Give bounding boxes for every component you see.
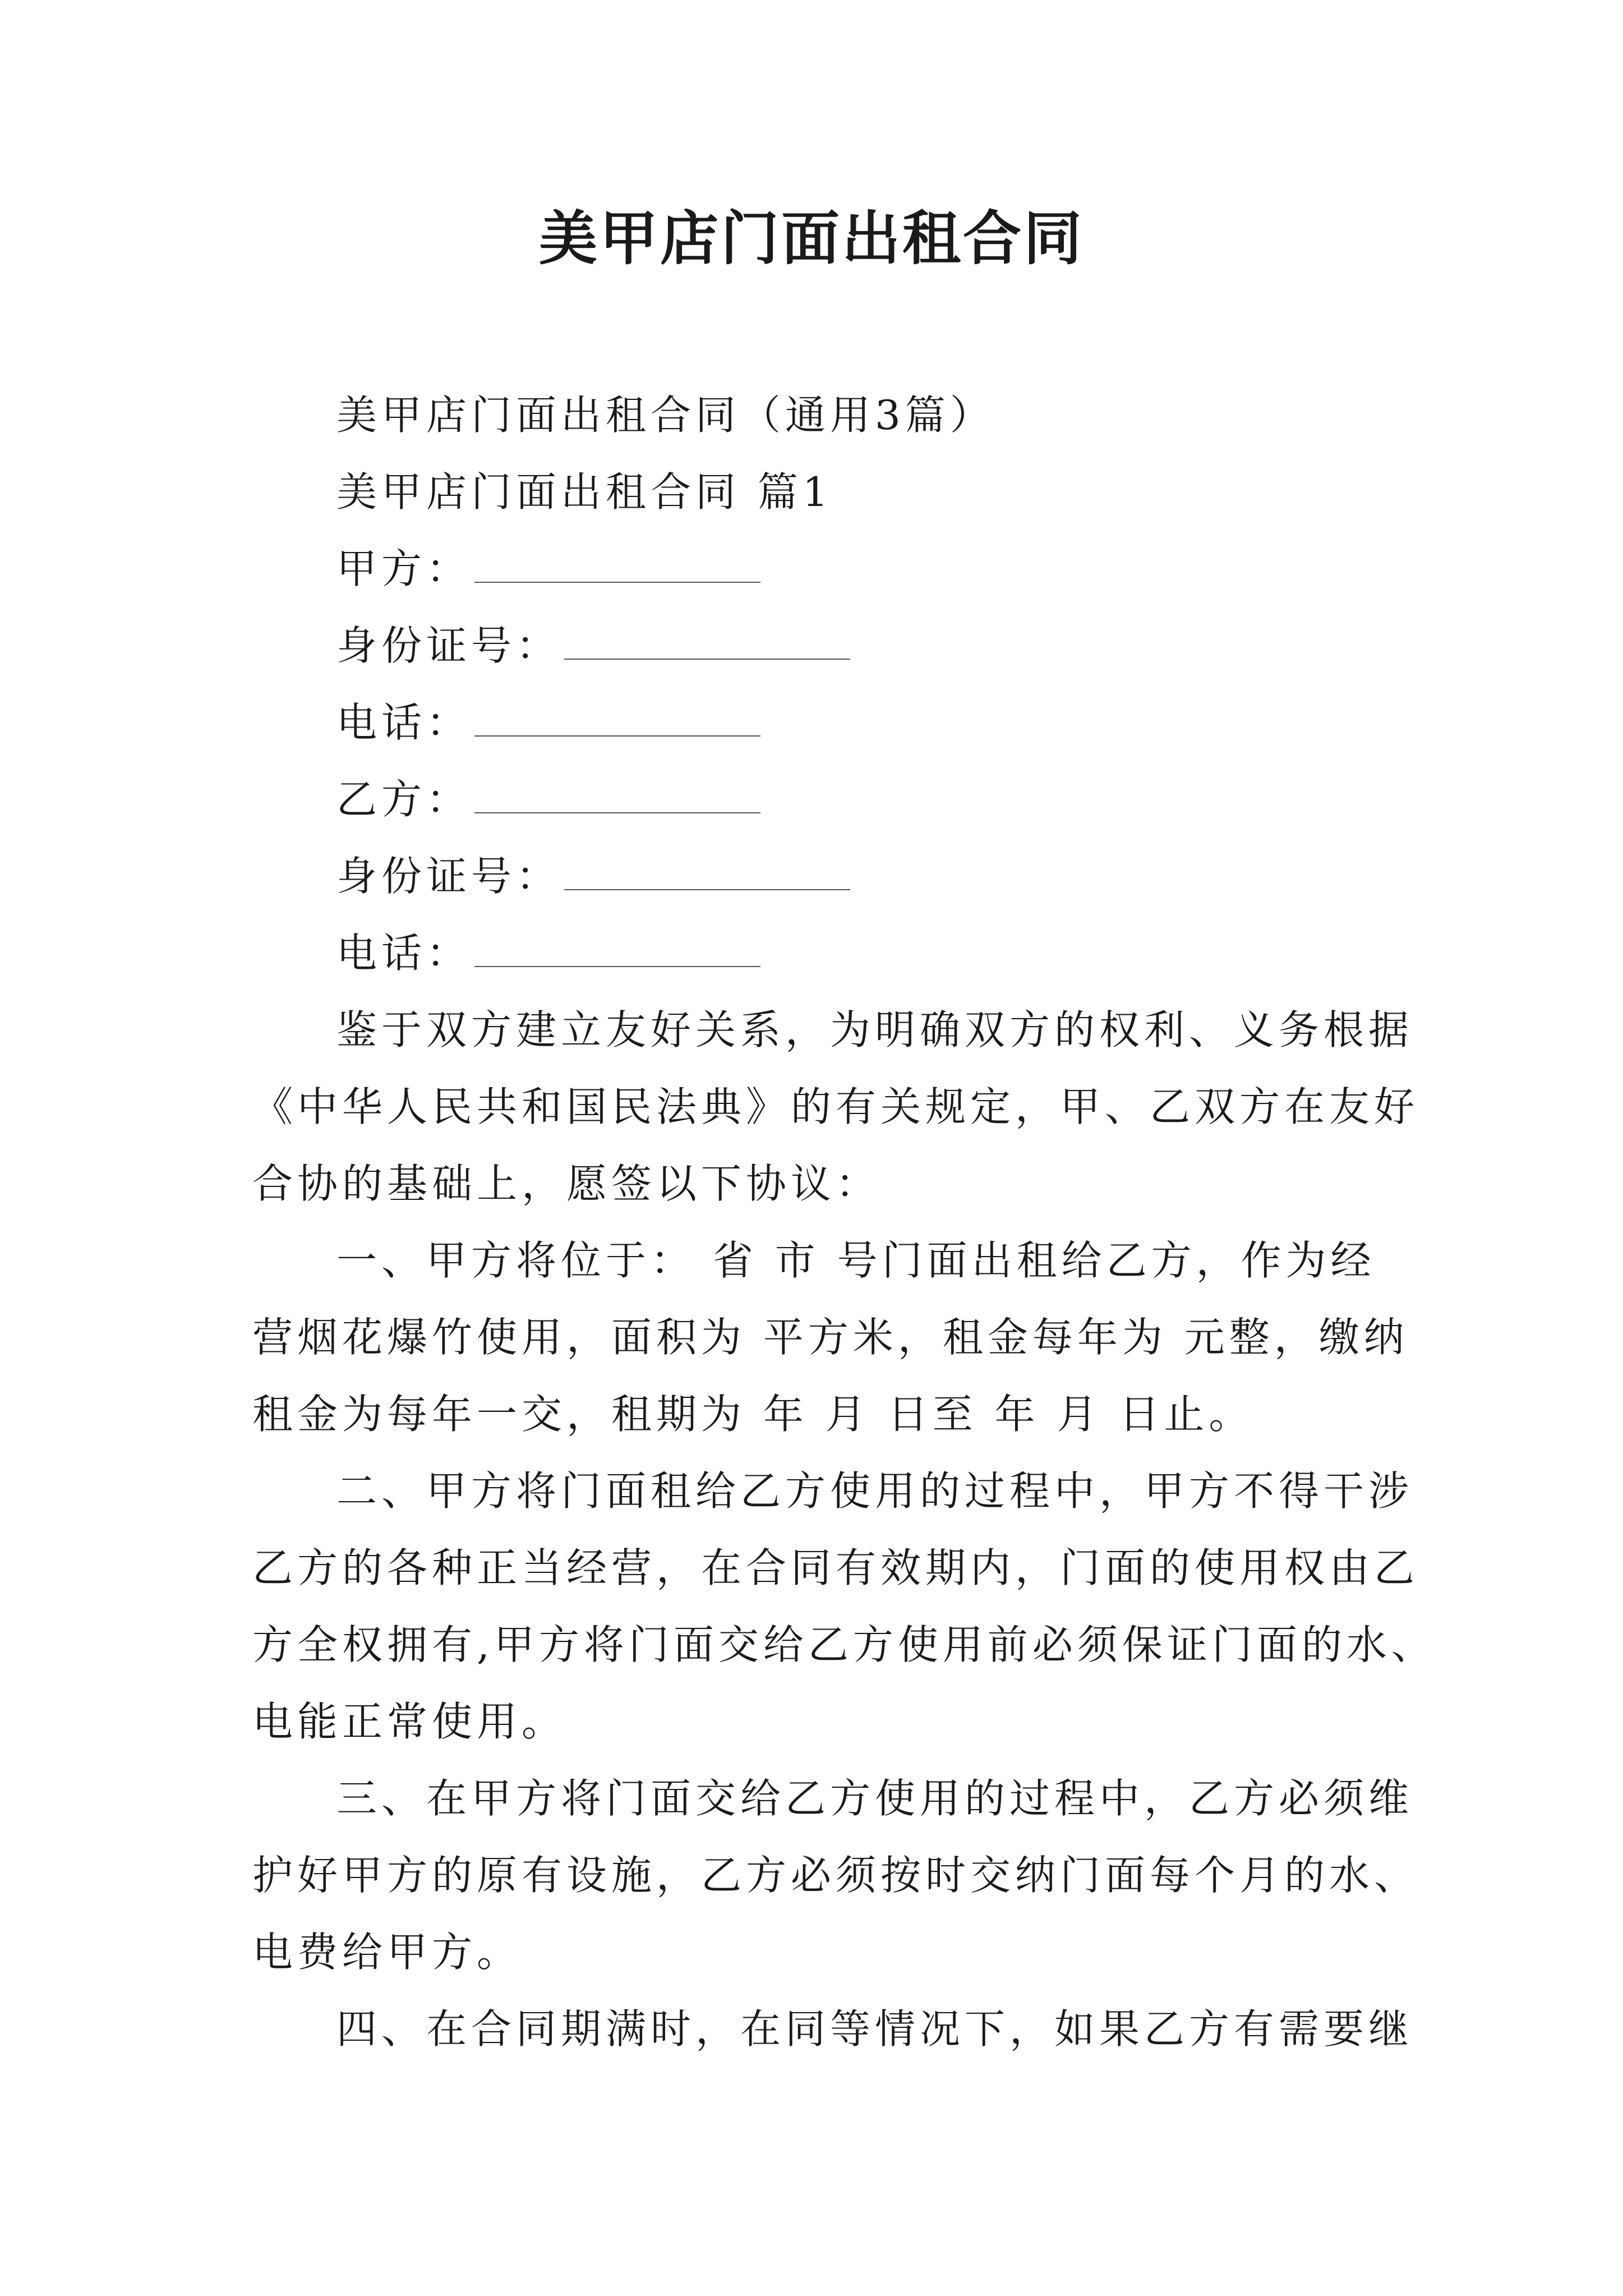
party-b-id-label: 身份证号：	[336, 853, 561, 900]
body-line: 租金为每年一交，租期为 年 月 日至 年 月 日止。	[252, 1391, 1254, 1438]
party-a-field	[336, 541, 760, 597]
body-line: 三、在甲方将门面交给乙方使用的过程中，乙方必须维	[336, 1775, 1414, 1822]
party-b-label: 乙方：	[336, 776, 472, 823]
party-b-phone-label: 电话：	[336, 930, 472, 977]
party-a-phone-blank	[474, 698, 760, 737]
body-line: 方全权拥有,甲方将门面交给乙方使用前必须保证门面的水、	[252, 1621, 1436, 1668]
document-subtitle: 美甲店门面出租合同（通用3篇）	[336, 392, 995, 439]
party-a-blank	[474, 545, 760, 583]
party-a-id-label: 身份证号：	[336, 622, 561, 669]
body-line: 电能正常使用。	[252, 1698, 567, 1745]
party-b-phone-field	[336, 925, 760, 981]
party-a-id-blank	[564, 622, 850, 660]
party-b-phone-blank	[474, 929, 760, 967]
party-b-id-field	[336, 848, 850, 904]
body-line: 《中华人民共和国民法典》的有关规定，甲、乙双方在友好	[252, 1083, 1419, 1130]
party-a-phone-label: 电话：	[336, 699, 472, 746]
body-line: 一、甲方将位于： 省 市 号门面出租给乙方，作为经	[336, 1237, 1376, 1284]
body-line: 四、在合同期满时，在同等情况下，如果乙方有需要继	[336, 2005, 1414, 2053]
party-b-blank	[474, 775, 760, 813]
body-line: 电费给甲方。	[252, 1929, 522, 1976]
party-b-field	[336, 771, 760, 827]
party-a-label: 甲方：	[336, 545, 472, 592]
body-line: 合协的基础上，愿签以下协议：	[252, 1160, 881, 1207]
party-a-id-field	[336, 618, 850, 674]
body-line: 乙方的各种正当经营，在合同有效期内，门面的使用权由乙	[252, 1544, 1419, 1591]
body-line: 护好甲方的原有设施，乙方必须按时交纳门面每个月的水、	[252, 1852, 1419, 1899]
body-line: 营烟花爆竹使用，面积为 平方米，租金每年为 元整，缴纳	[252, 1314, 1409, 1361]
part-heading: 美甲店门面出租合同 篇1	[336, 468, 833, 516]
document-title: 美甲店门面出租合同	[538, 204, 1084, 273]
body-line: 二、甲方将门面租给乙方使用的过程中，甲方不得干涉	[336, 1467, 1414, 1515]
body-line: 鉴于双方建立友好关系，为明确双方的权利、义务根据	[336, 1006, 1414, 1053]
party-b-id-blank	[564, 852, 850, 890]
party-a-phone-field	[336, 694, 760, 751]
